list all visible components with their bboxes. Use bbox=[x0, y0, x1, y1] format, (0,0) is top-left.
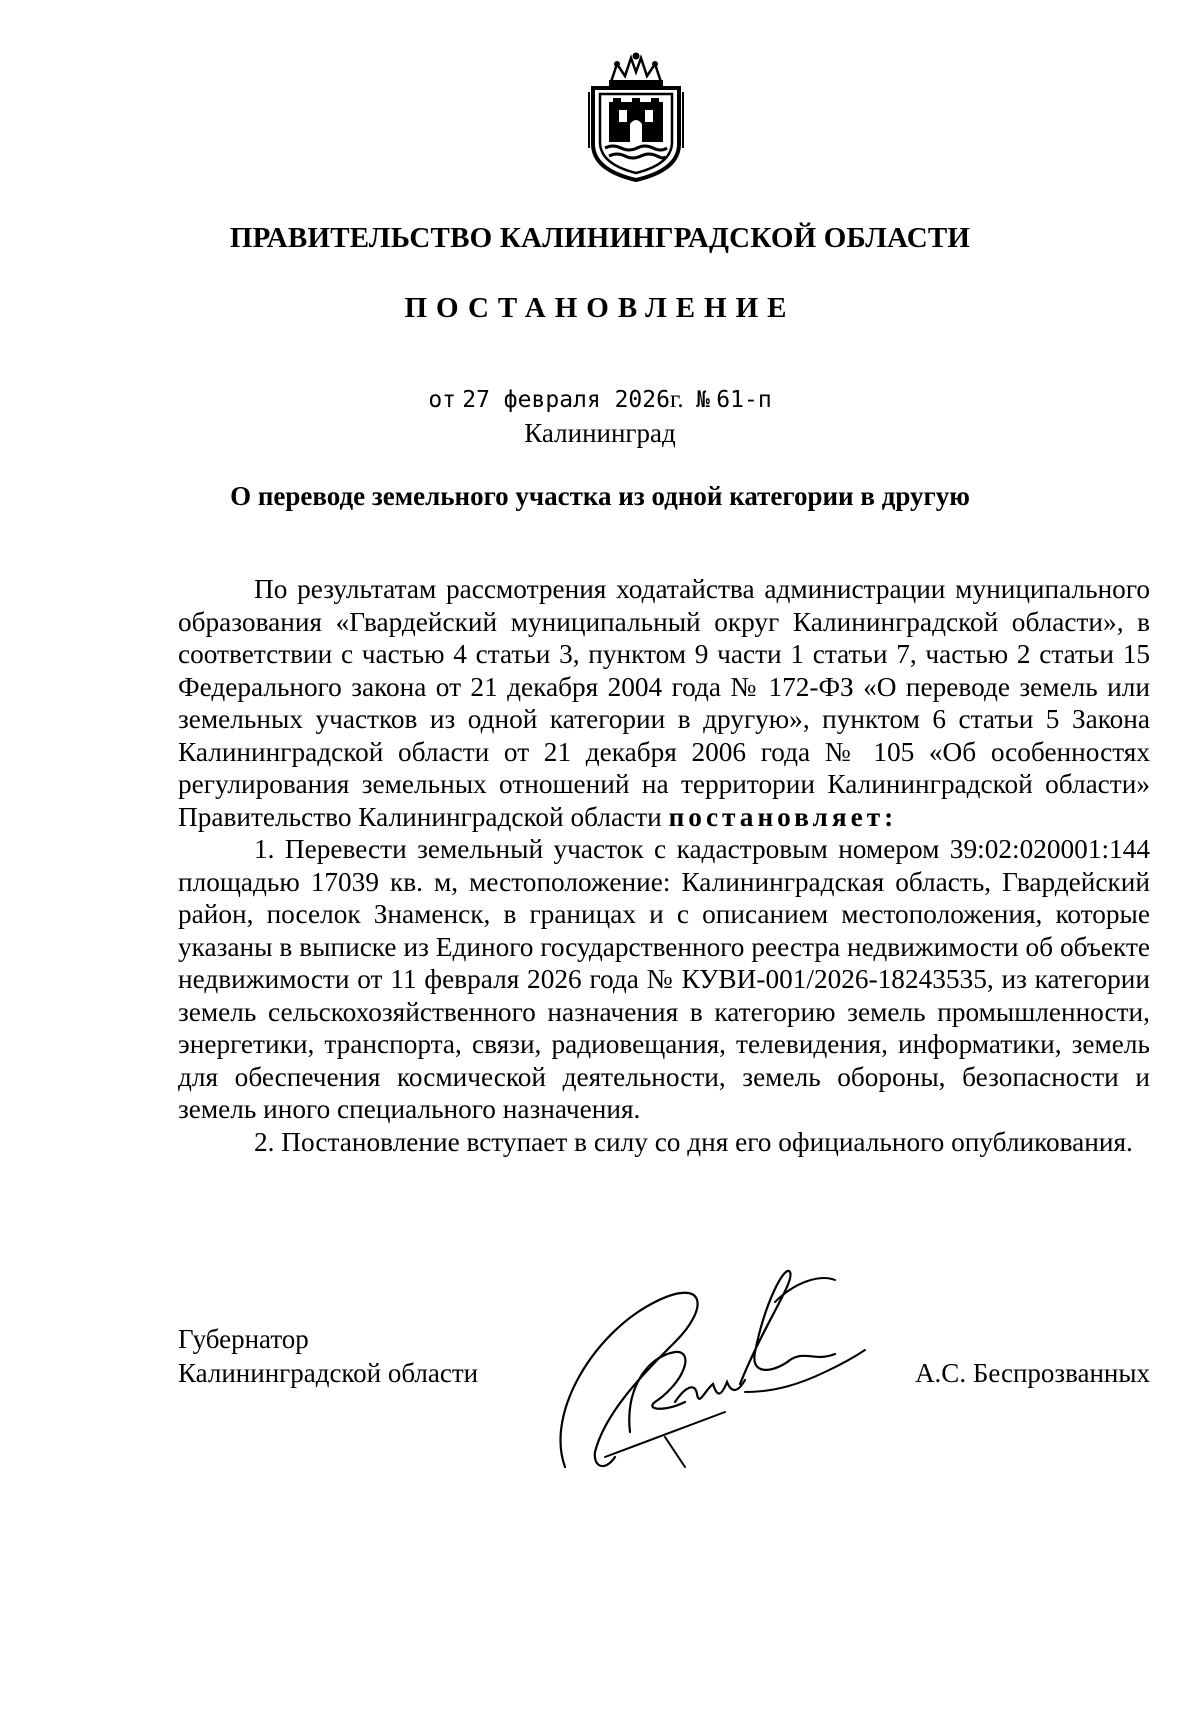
document-body bbox=[178, 573, 1150, 1158]
date-number-line bbox=[0, 386, 1200, 414]
year-suffix: г. bbox=[669, 386, 684, 413]
number-prefix: № bbox=[696, 387, 711, 413]
date-value: 27 февраля 2026 bbox=[462, 387, 670, 413]
coat-of-arms-icon bbox=[587, 52, 685, 182]
preamble-text: По результатам рассмотрения ходатайства администрации муниципального образования «Гвардейский муниципальный округ Калининградской области», в соответствии с частью 4 статьи 3, пунктом 9 части 1 статьи 7, частью 2 статьи 15 Федерального закона от 21 декабря 2004 года № 172-ФЗ «О переводе земель или земельных участков из одной категории в другую», пунктом 6 статьи 5 Закона Калининградской области от 21 декабря 2006 года № 105 «Об особенностях регулирования земельных отношений на территории Калининградской области» Правительство Калининградской области bbox=[178, 574, 1150, 832]
item-1-paragraph: 1. Перевести земельный участок с кадастровым номером 39:02:020001:144 площадью 17039 кв. м, местоположение: Калининградская область, Гвардейский район, поселок Знаменск, в границах и с описанием местоположения, которые указаны в выписке из Единого государственного реестра недвижимости об объекте недвижимости от 11 февраля 2026 года № КУВИ-001/2026-18243535, из категории земель сельскохозяйственного назначения в категорию земель промышленности, энергетики, транспорта, связи, радиовещания, телевидения, информатики, земель для обеспечения космической деятельности, земель обороны, безопасности и земель иного специального назначения. bbox=[178, 834, 1150, 1124]
position-line-1: Губернатор bbox=[178, 1324, 309, 1354]
position-line-2: Калининградской области bbox=[178, 1358, 479, 1388]
preamble-paragraph bbox=[178, 573, 1150, 833]
document-title: О переводе земельного участка из одной категории в другую bbox=[230, 481, 970, 511]
signatory-position bbox=[178, 1322, 478, 1390]
signatory-name: А.С. Беспрозванных bbox=[915, 1358, 1150, 1388]
resolves-keyword: постановляет: bbox=[668, 801, 898, 832]
item-2-paragraph: 2. Постановление вступает в силу со дня его официального опубликования. bbox=[254, 1126, 1133, 1157]
city: Калининград bbox=[524, 418, 676, 448]
handwritten-signature bbox=[535, 1262, 880, 1492]
document-number: 61-п bbox=[716, 387, 772, 413]
document-type: ПОСТАНОВЛЕНИЕ bbox=[404, 292, 796, 324]
government-name: ПРАВИТЕЛЬСТВО КАЛИНИНГРАДСКОЙ ОБЛАСТИ bbox=[229, 222, 971, 254]
date-prefix: от bbox=[428, 387, 457, 413]
